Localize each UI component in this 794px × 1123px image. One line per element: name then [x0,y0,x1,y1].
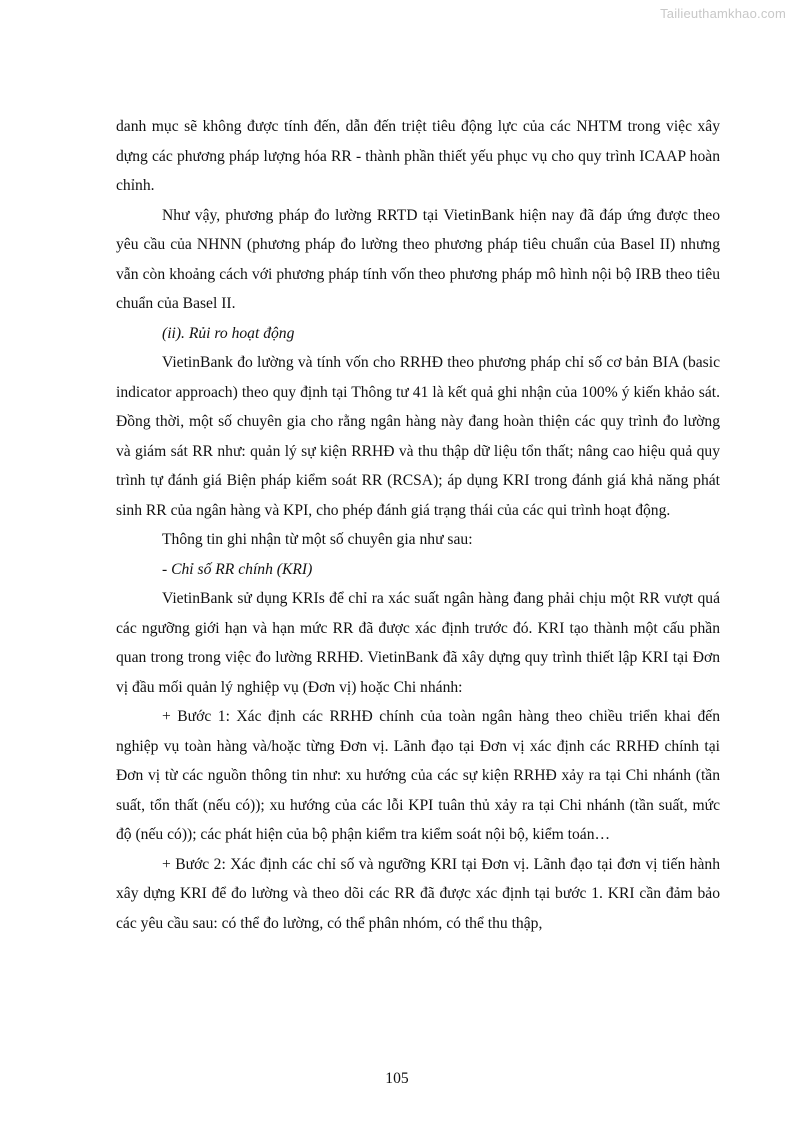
page-body [116,112,720,938]
page-number: 105 [385,1070,409,1087]
paragraph-kri-usage: VietinBank sử dụng KRIs để chỉ ra xác suất ngân hàng đang phải chịu một RR vượt quá các ngưỡng giới hạn và hạn mức RR đã được xác định trước đó. KRI tạo thành một cấu phần quan trong trong việc đo lường RRHĐ. VietinBank đã xây dựng quy trình thiết lập KRI tại Đơn vị đầu mối quản lý nghiệp vụ (Đơn vị) hoặc Chi nhánh: [116,590,720,696]
paragraph-rrtd-summary: Như vậy, phương pháp đo lường RRTD tại VietinBank hiện nay đã đáp ứng được theo yêu cầu của NHNN (phương pháp đo lường theo phương pháp tiêu chuẩn của Basel II) nhưng vẫn còn khoảng cách với phương pháp tính vốn theo phương pháp mô hình nội bộ IRB theo tiêu chuẩn của Basel II. [116,206,720,312]
paragraph-bia-method: VietinBank đo lường và tính vốn cho RRHĐ theo phương pháp chỉ số cơ bản BIA (basic indicator approach) theo quy định tại Thông tư 41 là kết quả ghi nhận của 100% ý kiến khảo sát. Đồng thời, một số chuyên gia cho rằng ngân hàng này đang hoàn thiện các quy trình đo lường và giám sát RR như: quản lý sự kiện RRHĐ và thu thập dữ liệu tổn thất; nâng cao hiệu quả quy trình tự đánh giá Biện pháp kiểm soát RR (RCSA); áp dụng KRI trong đánh giá khả năng phát sinh RR của ngân hàng và KPI, cho phép đánh giá trạng thái của các qui trình hoạt động. [116,354,720,519]
paragraph-expert-info: Thông tin ghi nhận từ một số chuyên gia như sau: [162,531,473,548]
paragraph-continuation: danh mục sẽ không được tính đến, dẫn đến triệt tiêu động lực của các NHTM trong việc xây dựng các phương pháp lượng hóa RR - thành phần thiết yếu phục vụ cho quy trình ICAAP hoàn chỉnh. [116,118,720,194]
watermark: Tailieuthamkhao.com [660,6,786,21]
section-heading-operational-risk: (ii). Rủi ro hoạt động [162,324,295,342]
subheading-kri: - Chỉ số RR chính (KRI) [162,560,313,578]
paragraph-step-1: + Bước 1: Xác định các RRHĐ chính của toàn ngân hàng theo chiều triển khai đến nghiệp vụ toàn hàng và/hoặc từng Đơn vị. Lãnh đạo tại Đơn vị xác định các RRHĐ chính tại Đơn vị từ các nguồn thông tin như: xu hướng của các sự kiện RRHĐ xảy ra tại Chi nhánh (tần suất, tổn thất (nếu có)); xu hướng của các lỗi KPI tuân thủ xảy ra tại Chi nhánh (tần suất, mức độ (nếu có)); các phát hiện của bộ phận kiểm tra kiểm soát nội bộ, kiểm toán… [116,708,720,843]
paragraph-step-2: + Bước 2: Xác định các chỉ số và ngưỡng KRI tại Đơn vị. Lãnh đạo tại đơn vị tiến hành xây dựng KRI để đo lường và theo dõi các RR đã được xác định tại bước 1. KRI cần đảm bảo các yêu cầu sau: có thể đo lường, có thể phân nhóm, có thể thu thập, [116,855,720,932]
